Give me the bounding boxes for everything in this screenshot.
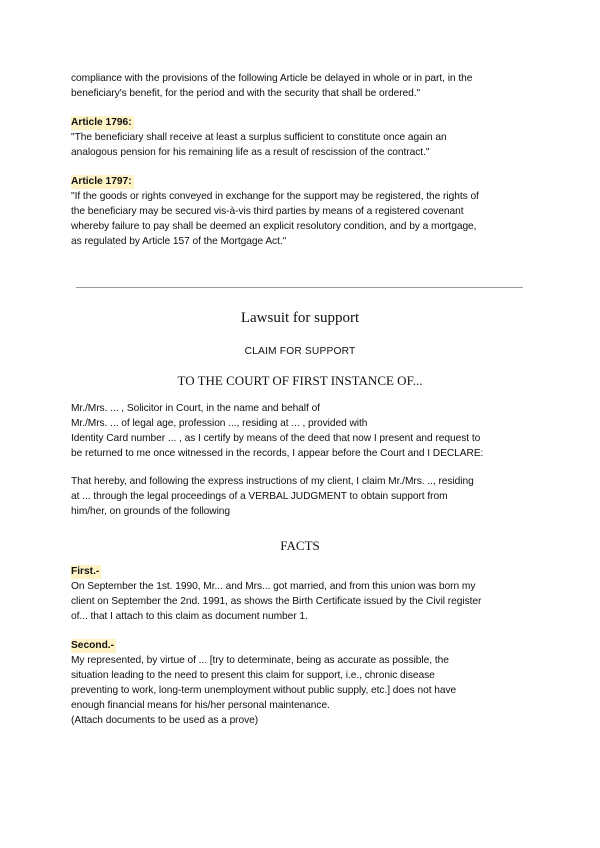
text-line: him/her, on grounds of the following xyxy=(71,506,231,517)
text-line: of... that I attach to this claim as document number 1. xyxy=(71,611,308,622)
text-line: compliance with the provisions of the following Article be delayed in whole or in part, in the xyxy=(71,73,473,84)
second-paragraph xyxy=(71,653,531,728)
section-divider xyxy=(76,287,523,288)
text-line: the beneficiary may be secured vis-à-vis third parties by means of a registered covenant xyxy=(71,206,464,217)
text-line: be returned to me once witnessed in the records, I appear before the Court and I DECLARE: xyxy=(71,448,484,459)
section-title: Lawsuit for support xyxy=(240,310,360,326)
text-line: situation leading to the need to present this claim for support, i.e., chronic disease xyxy=(71,670,435,681)
text-line: Mr./Mrs. ... , Solicitor in Court, in the name and behalf of xyxy=(71,403,320,414)
text-line: Identity Card number ... , as I certify by means of the deed that now I present and request to xyxy=(71,433,481,444)
text-line: beneficiary's benefit, for the period and with the security that shall be ordered." xyxy=(71,88,421,99)
text-line: "If the goods or rights conveyed in exchange for the support may be registered, the rights of xyxy=(71,191,479,202)
text-line: "The beneficiary shall receive at least a surplus sufficient to constitute once again an xyxy=(71,132,447,143)
text-line: preventing to work, long-term unemployment without public supply, etc.] does not have xyxy=(71,685,457,696)
text-line: client on September the 2nd. 1991, as shows the Birth Certificate issued by the Civil register xyxy=(71,596,482,607)
first-paragraph xyxy=(71,579,531,624)
text-line: Mr./Mrs. ... of legal age, profession ..., residing at ... , provided with xyxy=(71,418,368,429)
text-line: enough financial means for his/her personal maintenance. xyxy=(71,700,330,711)
text-line: On September the 1st. 1990, Mr... and Mrs... got married, and from this union was born my xyxy=(71,581,476,592)
article-1796-heading: Article 1796: xyxy=(71,117,132,128)
text-line: My represented, by virtue of ... [try to determinate, being as accurate as possible, the xyxy=(71,655,449,666)
text-line: at ... through the legal proceedings of a VERBAL JUDGMENT to obtain support from xyxy=(71,491,448,502)
text-line: analogous pension for his remaining life as a result of rescission of the contract." xyxy=(71,147,430,158)
claim-title: CLAIM FOR SUPPORT xyxy=(244,346,356,357)
second-heading: Second.- xyxy=(71,640,115,651)
article-1796-text xyxy=(71,130,531,160)
court-title: TO THE COURT OF FIRST INSTANCE OF... xyxy=(177,373,423,388)
article-1797-heading: Article 1797: xyxy=(71,176,132,187)
declaration-paragraph xyxy=(71,474,531,519)
text-line: as regulated by Article 157 of the Mortgage Act." xyxy=(71,236,287,247)
intro-paragraph xyxy=(71,71,531,101)
article-1797-text xyxy=(71,189,531,249)
text-line: whereby failure to pay shall be deemed an explicit resolutory condition, and by a mortgage, xyxy=(71,221,477,232)
claim-intro-paragraph xyxy=(71,401,531,461)
text-line: That hereby, and following the express instructions of my client, I claim Mr./Mrs. .., residing xyxy=(71,476,474,487)
facts-title: FACTS xyxy=(280,538,320,553)
first-heading: First.- xyxy=(71,566,100,577)
text-line: (Attach documents to be used as a prove) xyxy=(71,715,259,726)
